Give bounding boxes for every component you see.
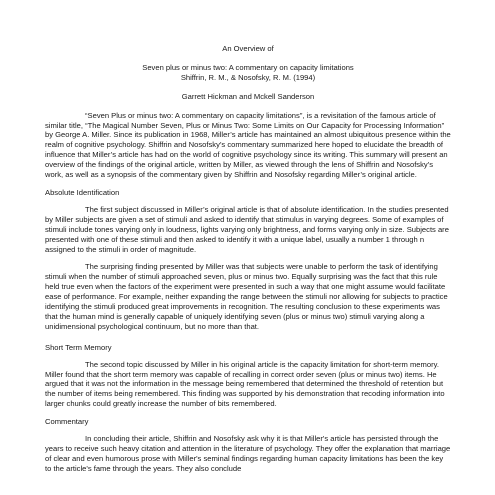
section-heading-short-term-memory: Short Term Memory (45, 342, 112, 352)
commentary-paragraph: In concluding their article, Shiffrin and Nosofsky ask why it is that Miller's article has persisted through the years to receive such heavy citation and attention in the literature of psychology. They offer the explanation that marriage of clear and even humorous prose with Miller's seminal findings regarding human capacity limitations has been the key to the article's fame through the years. They also conclude (45, 434, 451, 473)
absolute-identification-paragraph-1: The first subject discussed in Miller’s original article is that of absolute identification. In the studies presented by Miller subjects are given a set of stimuli and asked to identify that stimulus in varying degrees. Some of examples of stimuli include tones varying only in loudness, lights varying only brightness, and forms varying only in size. Subjects are presented with one of these stimuli and then asked to identify it with a unique label, usually a number 1 through n assigned to the stimuli in order of magnitude. (45, 204, 449, 254)
short-term-memory-paragraph: The second topic discussed by Miller in his original article is the capacity limitation for short-term memory. Miller found that the short term memory was capable of recalling in correct order seven (plus or minus two) items. He argued that it was not the information in the message being remembered that determined the threshold of retention but the number of items being remembered. This finding was supported by his demonstration that recoding information into larger chunks could greatly increase the number of bits remembered. (45, 359, 445, 409)
document-authors: Garrett Hickman and Mckell Sanderson (181, 91, 315, 101)
document-subtitle-line1: Seven plus or minus two: A commentary on capacity limitations (142, 62, 354, 72)
absolute-identification-paragraph-2: The surprising finding presented by Miller was that subjects were unable to perform the task of identifying stimuli when the number of stimuli approached seven, plus or minus two. Equally surprising was the fact that this rule held true even when the factors of the experiment were presented in such a way that one might assume would facilitate ease of performance. For example, neither expanding the range between the stimuli nor allowing for subjects to practice identifying the stimuli produced great improvements in recognition. The resulting conclusion to these experiments was that the human mind is generally capable of uniquely identifying seven (plus or minus two) stimuli varying along a unidimensional psychological continuum, but no more than that. (45, 262, 448, 331)
section-heading-commentary: Commentary (45, 417, 89, 427)
document-subtitle-line2: Shiffrin, R. M., & Nosofsky, R. M. (1994) (180, 72, 316, 82)
document-title: An Overview of (222, 44, 274, 53)
intro-paragraph: “Seven Plus or minus two: A commentary on capacity limitations”, is a revisitation of the famous article of similar title, “The Magical Number Seven, Plus or Minus Two: Some Limits on Our Capacity for Processing Information” by George A. Miller. Since its publication in 1968, Miller’s article has maintained an almost ubiquitous presence within the realm of cognitive psychology. Shiffrin and Nosofsky’s commentary summarized here hoped to elucidate the breadth of influence that Miller’s article has had on the world of cognitive psychology since its writing. This summary will present an overview of the findings of the original article, written by Miller, as viewed through the lens of Shiffrin and Nosofsky’s work, as well as a synopsis of the commentary given by Shiffrin and Nosofsky regarding Miller’s original article. (45, 110, 451, 180)
section-heading-absolute-identification: Absolute Identification (45, 187, 120, 197)
